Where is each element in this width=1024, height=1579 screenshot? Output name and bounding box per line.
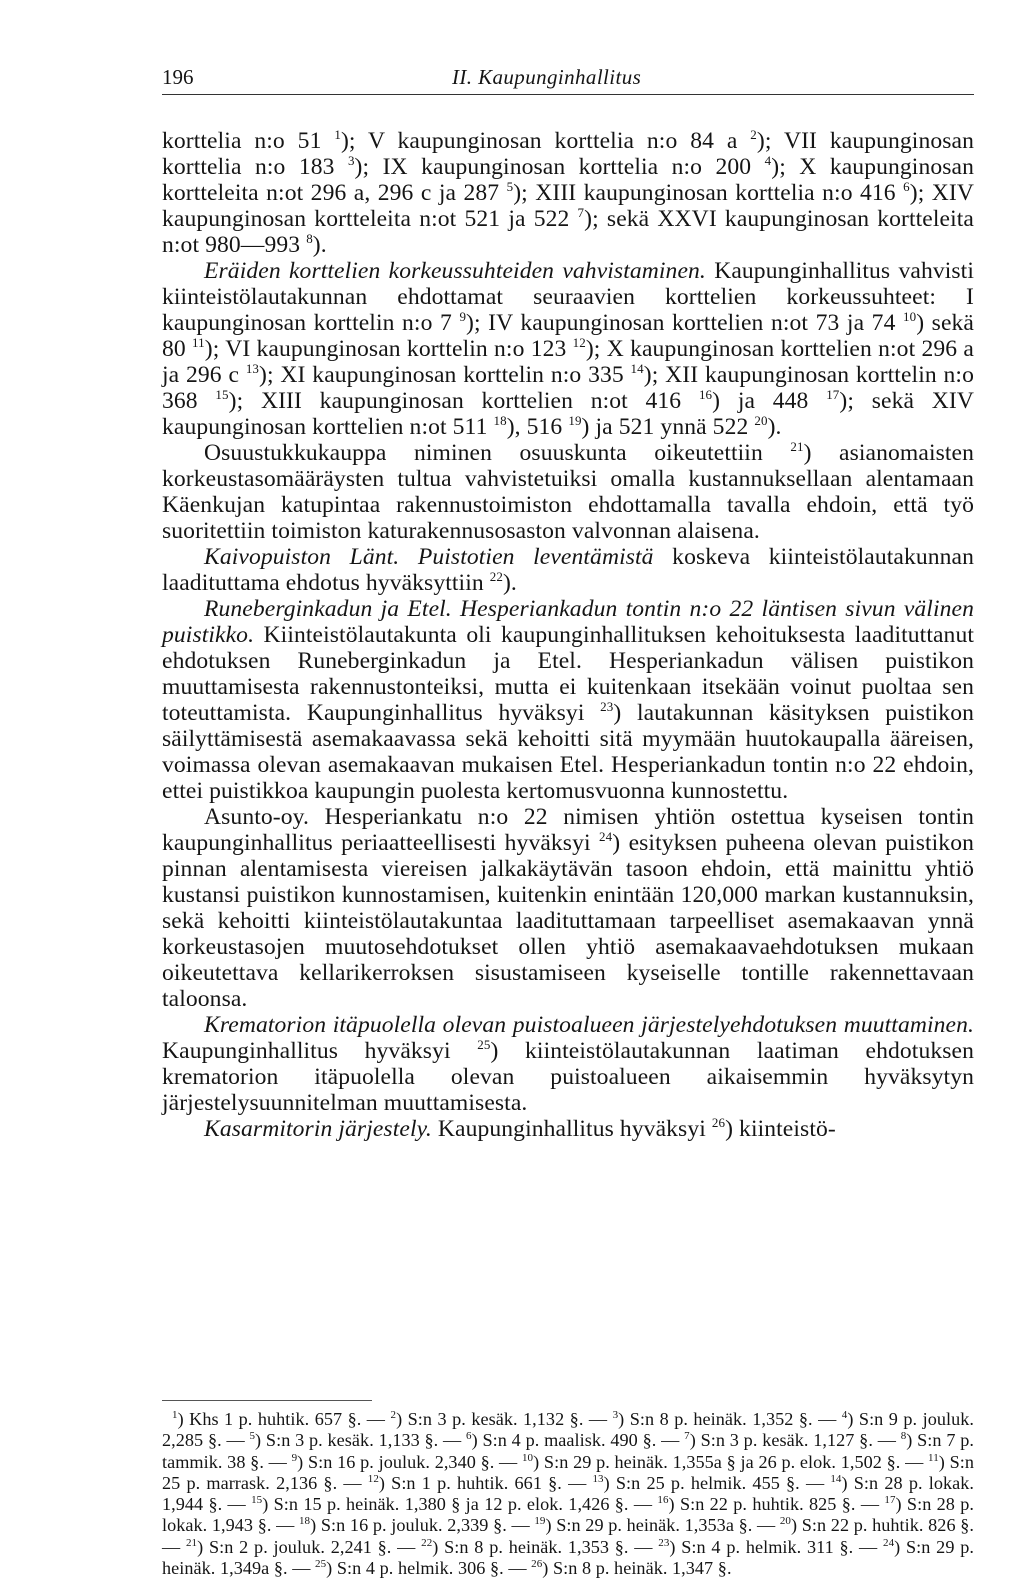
paragraph: korttelia n:o 51 $^1$); V kaupunginosan korttelia n:o 84 a $^2$); VII kaupunginosan korttelia n:o 183 $^3$); IX kaupunginosan korttelia n:o 200 $^4$); X kaupunginosan kortteleita n:ot 296 a, 296 c ja 287 $^5$); XIII kaupunginosan korttelia n:o 416 $^6$); XIV kaupunginosan kortteleita n:ot 521 ja 522 $^7$); sekä XXVI kaupunginosan kortteleita n:ot 980—993 $^8$). [162, 127, 975, 258]
paragraph: Asunto-oy. Hesperiankatu n:o 22 nimisen yhtiön ostettua kyseisen tontin kaupunginhallitus periaatteellisesti hyväksyi $^{24}$) esityksen puheena olevan puistikon pinnan alentamisesta viereisen jalkakäytävän tasoon ehdoin, että mainittu yhtiö kustansi puistikon kunnostamisen, kuitenkin enintään 120,000 markan kustannuksin, sekä kehoitti kiinteistölautakuntaa laadituttamaan tarpeelliset asemakaavan ynnä korkeustasojen muutosehdotukset ollen yhtiö asemakaavaehdotuksen mukaan oikeutettava kellarikerroksen sisustamiseen kyseiselle tontille rakennettavaan taloonsa. [162, 804, 974, 1012]
paragraph: Eräiden korttelien korkeussuhteiden vahvistaminen. Kaupunginhallitus vahvisti kiinteistölautakunnan ehdottamat seuraavien korttelien korkeussuhteet: I kaupunginosan korttelin n:o 7 $^9$); IV kaupunginosan korttelien n:ot 73 ja 74 $^{10}$) sekä 80 $^{11}$); VI kaupunginosan korttelin n:o 123 $^{12}$); X kaupunginosan korttelien n:ot 296 a ja 296 c $^{13}$); XI kaupunginosan korttelin n:o 335 $^{14}$); XII kaupunginosan korttelin n:o 368 $^{15}$); XIII kaupunginosan korttelien n:ot 416 $^{16}$) ja 448 $^{17}$); sekä XIV kaupunginosan korttelien n:ot 511 $^{18}$), 516 $^{19}$) ja 521 ynnä 522 $^{20}$). [162, 258, 974, 440]
main-text [162, 128, 974, 1142]
page-header [162, 62, 974, 96]
document-page [162, 62, 975, 1579]
paragraph: Osuustukkukauppa niminen osuuskunta oikeutettiin $^{21}$) asianomaisten korkeustasomääräysten tultua vahvistetuiksi omalla kustannuksellaan alentamaan Käenkujan katupintaa rakennustoimiston ehdottamalla tavalla ehdoin, että työ suoritettiin toimiston katurakennusosaston valvonnan alaisena. [162, 439, 975, 544]
paragraph: Kasarmitorin järjestely. Kaupunginhallitus hyväksyi $^{26}$) kiinteistö- [204, 1115, 836, 1142]
paragraph: Kaivopuiston Länt. Puistotien leventämistä koskeva kiinteistölautakunnan laadituttama ehdotus hyväksyttiin $^{22}$). [162, 544, 974, 596]
header-rule [162, 94, 974, 95]
paragraph: Krematorion itäpuolella olevan puistoalueen järjestelyehdotuksen muuttaminen. Kaupunginhallitus hyväksyi $^{25}$) kiinteistölautakunnan laatiman ehdotuksen krematorion itäpuolella olevan puistoalueen aikaisemmin hyväksytyn järjestelysuunnitelman muuttamisesta. [162, 1012, 974, 1116]
running-head: II. Kaupunginhallitus [452, 65, 642, 89]
footnote-rule [162, 1400, 372, 1401]
page-number: 196 [162, 65, 194, 89]
footnotes [162, 1409, 974, 1579]
paragraph: Runeberginkadun ja Etel. Hesperiankadun tontin n:o 22 läntisen sivun välinen puistikko. Kiinteistölautakunta oli kaupunginhallituksen kehoituksesta laadituttanut ehdotuksen Runeberginkadun ja Etel. Hesperiankadun välisen puistikon muuttamisesta rakennustonteiksi, mutta ei kuitenkaan itsekään voinut puoltaa sen toteuttamista. Kaupunginhallitus hyväksyi $^{23}$) lautakunnan käsityksen puistikon säilyttämisestä asemakaavassa sekä kehoitti sitä myymään huutokaupalla ääreisen, voimassa olevan asemakaavan mukaisen Etel. Hesperiankadun tontin n:o 22 ehdoin, ettei puistikkoa kaupungin puolesta kertomusvuonna kunnostettu. [162, 596, 974, 804]
footnote-block: $^1$) Khs 1 p. huhtik. 657 §. — $^2$) S:n 3 p. kesäk. 1,132 §. — $^3$) S:n 8 p. heinäk. 1,352 §. — $^4$) S:n 9 p. jouluk. 2,285 §. — $^5$) S:n 3 p. kesäk. 1,133 §. — $^6$) S:n 4 p. maalisk. 490 §. — $^7$) S:n 3 p. kesäk. 1,127 §. — $^8$) S:n 7 p. tammik. 38 §. — $^9$) S:n 16 p. jouluk. 2,340 §. — $^{10}$) S:n 29 p. heinäk. 1,355a § ja 26 p. elok. 1,502 §. — $^{11}$) S:n 25 p. marrask. 2,136 §. — $^{12}$) S:n 1 p. huhtik. 661 §. — $^{13}$) S:n 25 p. helmik. 455 §. — $^{14}$) S:n 28 p. lokak. 1,944 §. — $^{15}$) S:n 15 p. heinäk. 1,380 § ja 12 p. elok. 1,426 §. — $^{16}$) S:n 22 p. huhtik. 825 §. — $^{17}$) S:n 28 p. lokak. 1,943 §. — $^{18}$) S:n 16 p. jouluk. 2,339 §. — $^{19}$) S:n 29 p. heinäk. 1,353a §. — $^{20}$) S:n 22 p. huhtik. 826 §. — $^{21}$) S:n 2 p. jouluk. 2,241 §. — $^{22}$) S:n 8 p. heinäk. 1,353 §. — $^{23}$) S:n 4 p. helmik. 311 §. — $^{24}$) S:n 29 p. heinäk. 1,349a §. — $^{25}$) S:n 4 p. helmik. 306 §. — $^{26}$) S:n 8 p. heinäk. 1,347 §. [162, 1409, 974, 1579]
